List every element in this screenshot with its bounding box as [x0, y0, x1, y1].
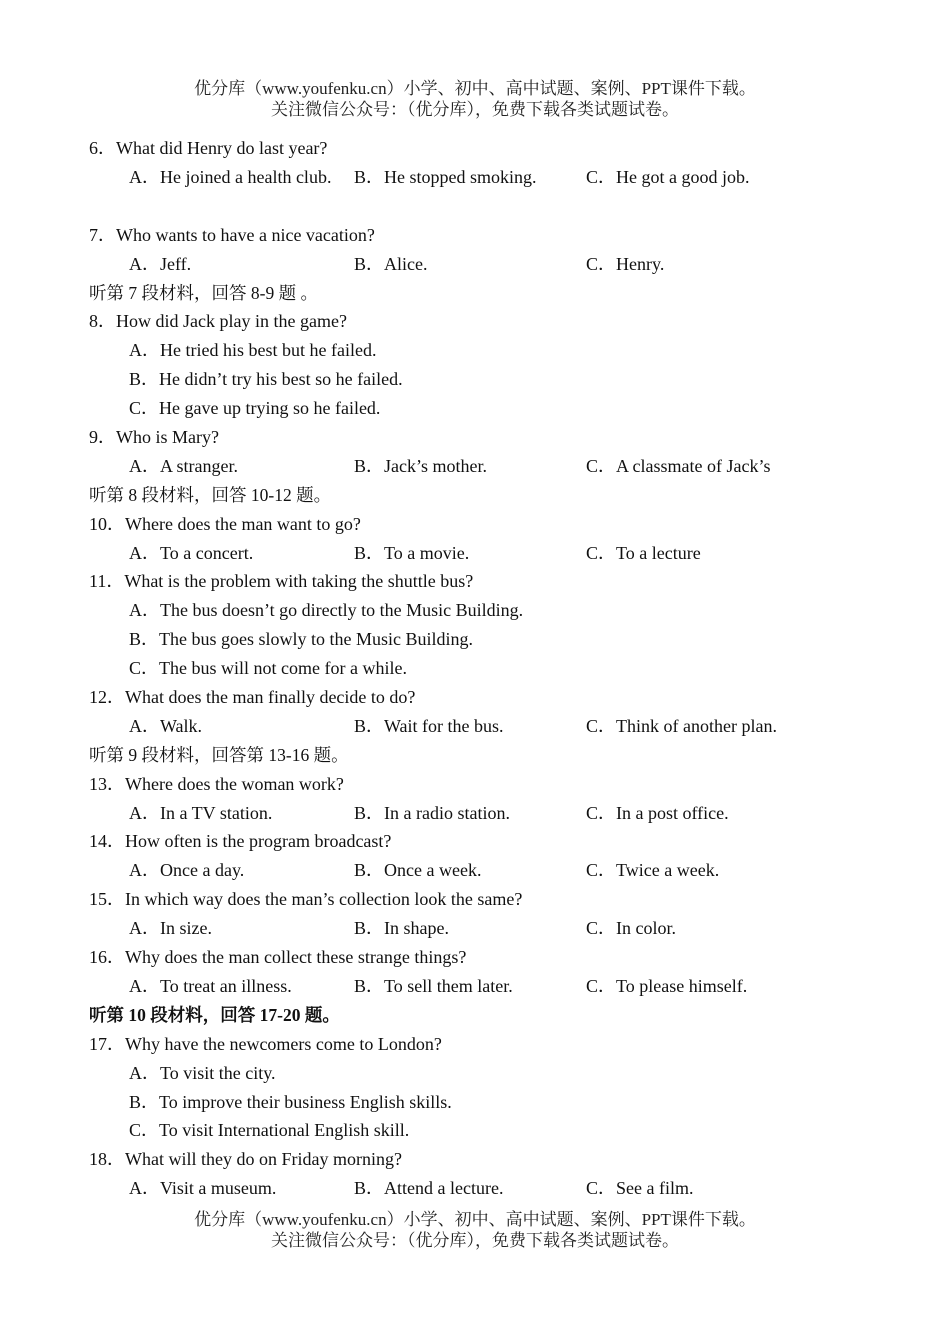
- option-c: C．To a lecture: [586, 542, 701, 563]
- option-b: B．He didn’t try his best so he failed.: [129, 369, 403, 390]
- option-a: A．The bus doesn’t go directly to the Music Building.: [129, 600, 524, 621]
- option-b: B．To a movie.: [354, 542, 470, 563]
- question-12: 12．What does the man finally decide to do?: [89, 687, 416, 708]
- option-c: C．A classmate of Jack’s: [586, 455, 771, 476]
- option-b: B．In shape.: [354, 918, 449, 939]
- option-c: C．Henry.: [586, 253, 665, 274]
- option-a: A．To visit the city.: [129, 1062, 276, 1083]
- option-a: A．Once a day.: [129, 860, 245, 881]
- option-c: C．To visit International English skill.: [129, 1120, 410, 1141]
- option-a: A．He tried his best but he failed.: [129, 340, 377, 361]
- option-a: A．In a TV station.: [129, 802, 273, 823]
- question-list: [89, 134, 889, 1203]
- option-b: B．Once a week.: [354, 860, 482, 881]
- option-a: A．He joined a health club.: [129, 166, 332, 187]
- option-b: B．In a radio station.: [354, 802, 510, 823]
- question-9-options: [89, 452, 889, 481]
- option-a: A．To treat an illness.: [129, 975, 292, 996]
- page-footer: [0, 1209, 950, 1251]
- option-b: B．Alice.: [354, 253, 428, 274]
- option-a: A．Jeff.: [129, 253, 192, 274]
- question-9: 9．Who is Mary?: [89, 427, 219, 448]
- header-line-1: 优分库（www.youfenku.cn）小学、初中、高中试题、案例、PPT课件下载。: [194, 79, 756, 98]
- option-a: A．Walk.: [129, 715, 203, 736]
- option-a: A．Visit a museum.: [129, 1178, 277, 1199]
- option-c: C．Think of another plan.: [586, 715, 777, 736]
- question-7-options: [89, 250, 889, 279]
- question-13: 13．Where does the woman work?: [89, 773, 344, 794]
- option-b: B．Jack’s mother.: [354, 455, 487, 476]
- question-8: 8．How did Jack play in the game?: [89, 311, 347, 332]
- question-12-options: [89, 712, 889, 741]
- header-line-2: 关注微信公众号：（优分库），免费下载各类试题试卷。: [271, 100, 679, 119]
- section-7-heading: 听第 7 段材料，回答 8-9 题 。: [89, 282, 318, 303]
- question-10-options: [89, 539, 889, 568]
- option-b: B．He stopped smoking.: [354, 166, 537, 187]
- section-9-heading: 听第 9 段材料，回答第 13-16 题。: [89, 744, 349, 765]
- question-18-options: [89, 1174, 889, 1203]
- question-10: 10．Where does the man want to go?: [89, 513, 361, 534]
- section-8-heading: 听第 8 段材料，回答 10-12 题。: [89, 484, 332, 505]
- option-a: A．A stranger.: [129, 455, 238, 476]
- option-b: B．Wait for the bus.: [354, 715, 504, 736]
- question-15-options: [89, 914, 889, 943]
- option-b: B．To sell them later.: [354, 975, 513, 996]
- question-11: 11．What is the problem with taking the shuttle bus?: [89, 571, 474, 592]
- page-header: [0, 78, 950, 120]
- option-c: C．Twice a week.: [586, 860, 720, 881]
- option-c: C．He gave up trying so he failed.: [129, 398, 381, 419]
- option-c: C．In a post office.: [586, 802, 729, 823]
- section-10-heading: 听第 10 段材料，回答 17-20 题。: [89, 1004, 340, 1025]
- question-14-options: [89, 856, 889, 885]
- spacer: [89, 192, 889, 221]
- question-7: 7．Who wants to have a nice vacation?: [89, 224, 375, 245]
- option-c: C．In color.: [586, 918, 676, 939]
- option-a: A．In size.: [129, 918, 212, 939]
- option-c: C．The bus will not come for a while.: [129, 658, 407, 679]
- question-13-options: [89, 799, 889, 828]
- question-15: 15．In which way does the man’s collection look the same?: [89, 889, 523, 910]
- question-6: 6．What did Henry do last year?: [89, 138, 328, 158]
- question-18: 18．What will they do on Friday morning?: [89, 1149, 402, 1170]
- footer-line-1: 优分库（www.youfenku.cn）小学、初中、高中试题、案例、PPT课件下载。: [194, 1210, 756, 1229]
- question-17: 17．Why have the newcomers come to London?: [89, 1033, 442, 1054]
- option-c: C．See a film.: [586, 1178, 694, 1199]
- question-16-options: [89, 972, 889, 1001]
- question-14: 14．How often is the program broadcast?: [89, 831, 392, 852]
- question-6-options: [89, 163, 889, 192]
- footer-line-2: 关注微信公众号：（优分库），免费下载各类试题试卷。: [271, 1231, 679, 1250]
- option-c: C．To please himself.: [586, 975, 748, 996]
- question-16: 16．Why does the man collect these strange things?: [89, 947, 467, 968]
- option-b: B．Attend a lecture.: [354, 1178, 504, 1199]
- option-a: A．To a concert.: [129, 542, 254, 563]
- option-b: B．To improve their business English skills.: [129, 1091, 452, 1112]
- option-c: C．He got a good job.: [586, 166, 750, 187]
- option-b: B．The bus goes slowly to the Music Building.: [129, 629, 473, 650]
